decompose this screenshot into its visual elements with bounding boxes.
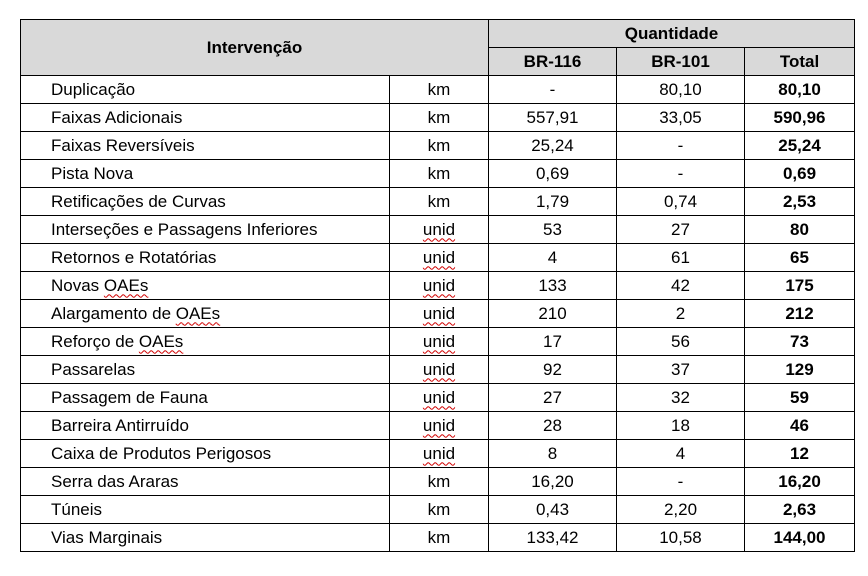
br116-value-text: 1,79 [535, 191, 570, 211]
total-value [745, 328, 855, 356]
unit-cell [390, 244, 489, 272]
intervention-name [21, 76, 390, 104]
br116-value [489, 356, 617, 384]
total-value [745, 188, 855, 216]
br101-value-text: 2 [675, 303, 686, 323]
unit-cell-text: unid [422, 359, 456, 379]
br116-value [489, 300, 617, 328]
table-row [21, 300, 855, 328]
table-row [21, 216, 855, 244]
total-value-text: 25,24 [778, 135, 821, 155]
total-value [745, 76, 855, 104]
header-total: Total [745, 48, 855, 76]
intervention-name [21, 188, 390, 216]
intervention-name-text: Duplicação [51, 79, 136, 99]
total-value-text: 12 [790, 443, 809, 463]
br101-value-text: - [677, 471, 684, 491]
br116-value-text: 92 [543, 359, 562, 379]
br116-value [489, 328, 617, 356]
intervention-name-text: Reforço de OAEs [51, 331, 184, 351]
intervention-name-text: Passarelas [51, 359, 136, 379]
unit-cell-text: unid [422, 219, 456, 239]
total-value [745, 384, 855, 412]
br101-value-text: 56 [671, 331, 690, 351]
br116-value [489, 132, 617, 160]
br116-value-text: 0,69 [535, 163, 570, 183]
unit-cell-text: km [427, 163, 451, 183]
header-br101: BR-101 [617, 48, 745, 76]
intervention-name-text: Caixa de Produtos Perigosos [51, 443, 272, 463]
unit-cell [390, 496, 489, 524]
br101-value [617, 440, 745, 468]
total-value [745, 216, 855, 244]
br116-value-text: 27 [543, 387, 562, 407]
table-row [21, 244, 855, 272]
total-value [745, 272, 855, 300]
br101-value-text: 10,58 [659, 527, 702, 547]
br116-value-text: 0,43 [535, 499, 570, 519]
br101-value [617, 244, 745, 272]
unit-cell [390, 524, 489, 552]
total-value-text: 212 [785, 303, 814, 323]
total-value [745, 300, 855, 328]
intervention-name-text: Faixas Reversíveis [51, 135, 195, 155]
intervention-name [21, 524, 390, 552]
br101-value [617, 132, 745, 160]
br116-value-text: 133 [538, 275, 567, 295]
br101-value-text: 18 [671, 415, 690, 435]
table-body [21, 76, 855, 552]
br116-value [489, 468, 617, 496]
table-row [21, 356, 855, 384]
intervention-name-text: Interseções e Passagens Inferiores [51, 219, 318, 239]
br116-value-text: 8 [547, 443, 558, 463]
total-value [745, 104, 855, 132]
br101-value-text: 61 [671, 247, 690, 267]
br101-value-text: 2,20 [663, 499, 698, 519]
br101-value [617, 468, 745, 496]
header-quantidade: Quantidade [489, 20, 855, 48]
total-value [745, 524, 855, 552]
total-value-text: 80,10 [778, 79, 821, 99]
total-value [745, 356, 855, 384]
total-value-text: 80 [790, 219, 809, 239]
br116-value-text: 25,24 [531, 135, 574, 155]
br101-value-text: 0,74 [663, 191, 698, 211]
intervention-name [21, 496, 390, 524]
total-value-text: 16,20 [778, 471, 821, 491]
unit-cell-text: unid [422, 415, 456, 435]
br101-value-text: 32 [671, 387, 690, 407]
unit-cell-text: km [427, 471, 451, 491]
total-value-text: 2,53 [782, 191, 817, 211]
unit-cell [390, 300, 489, 328]
br116-value-text: 210 [538, 303, 567, 323]
br116-value-text: 53 [543, 219, 562, 239]
unit-cell-text: unid [422, 247, 456, 267]
intervention-name [21, 272, 390, 300]
unit-cell [390, 356, 489, 384]
intervention-name [21, 160, 390, 188]
total-value-text: 46 [790, 415, 809, 435]
br116-value [489, 188, 617, 216]
intervention-name [21, 440, 390, 468]
unit-cell [390, 328, 489, 356]
intervention-name [21, 356, 390, 384]
unit-cell-text: unid [422, 275, 456, 295]
total-value [745, 468, 855, 496]
unit-cell-text: km [427, 107, 451, 127]
unit-cell [390, 468, 489, 496]
table-row [21, 524, 855, 552]
total-value [745, 244, 855, 272]
intervention-name-text: Faixas Adicionais [51, 107, 183, 127]
intervention-name [21, 384, 390, 412]
intervention-name [21, 468, 390, 496]
unit-cell-text: unid [422, 303, 456, 323]
intervention-name-text: Novas OAEs [51, 275, 149, 295]
br116-value-text: 4 [547, 247, 558, 267]
intervention-name-text: Vias Marginais [51, 527, 163, 547]
unit-cell [390, 412, 489, 440]
br101-value [617, 412, 745, 440]
br101-value [617, 104, 745, 132]
br101-value [617, 524, 745, 552]
intervention-name [21, 244, 390, 272]
unit-cell-text: km [427, 79, 451, 99]
total-value-text: 2,63 [782, 499, 817, 519]
unit-cell-text: km [427, 499, 451, 519]
total-value-text: 175 [785, 275, 814, 295]
unit-cell [390, 188, 489, 216]
total-value-text: 144,00 [773, 527, 826, 547]
unit-cell-text: unid [422, 387, 456, 407]
intervention-name-text: Passagem de Fauna [51, 387, 208, 407]
br101-value [617, 216, 745, 244]
br101-value [617, 300, 745, 328]
table-row [21, 76, 855, 104]
br116-value-text: - [549, 79, 556, 99]
total-value [745, 496, 855, 524]
br101-value-text: - [677, 135, 684, 155]
unit-cell [390, 104, 489, 132]
unit-cell-text: km [427, 135, 451, 155]
br116-value-text: 133,42 [526, 527, 579, 547]
table-row [21, 384, 855, 412]
br116-value [489, 76, 617, 104]
unit-cell-text: unid [422, 331, 456, 351]
table-row [21, 188, 855, 216]
br101-value-text: 37 [671, 359, 690, 379]
br101-value [617, 76, 745, 104]
table-row [21, 496, 855, 524]
unit-cell [390, 160, 489, 188]
br116-value-text: 557,91 [526, 107, 579, 127]
intervention-name-text: Barreira Antirruído [51, 415, 189, 435]
br101-value [617, 356, 745, 384]
table-row [21, 440, 855, 468]
intervention-name [21, 132, 390, 160]
total-value [745, 440, 855, 468]
br101-value-text: 80,10 [659, 79, 702, 99]
total-value [745, 160, 855, 188]
br101-value-text: 33,05 [659, 107, 702, 127]
br101-value-text: 27 [671, 219, 690, 239]
unit-cell [390, 132, 489, 160]
header-br116: BR-116 [489, 48, 617, 76]
unit-cell [390, 384, 489, 412]
interventions-table [20, 19, 855, 552]
br116-value [489, 272, 617, 300]
intervention-name-text: Alargamento de OAEs [51, 303, 221, 323]
total-value [745, 412, 855, 440]
table-row [21, 412, 855, 440]
intervention-name-text: Retificações de Curvas [51, 191, 226, 211]
br116-value-text: 28 [543, 415, 562, 435]
br116-value-text: 16,20 [531, 471, 574, 491]
intervention-name-text: Pista Nova [51, 163, 134, 183]
unit-cell [390, 440, 489, 468]
br116-value [489, 104, 617, 132]
total-value-text: 59 [790, 387, 809, 407]
br101-value [617, 160, 745, 188]
header-row-top [21, 20, 855, 48]
table-row [21, 272, 855, 300]
table-row [21, 328, 855, 356]
unit-cell [390, 216, 489, 244]
br101-value-text: - [677, 163, 684, 183]
total-value-text: 0,69 [782, 163, 817, 183]
intervention-name-text: Serra das Araras [51, 471, 179, 491]
intervention-name [21, 300, 390, 328]
intervention-name [21, 328, 390, 356]
br101-value [617, 272, 745, 300]
br101-value [617, 188, 745, 216]
header-intervencao: Intervenção [21, 20, 489, 76]
unit-cell [390, 272, 489, 300]
br101-value-text: 4 [675, 443, 686, 463]
br116-value [489, 384, 617, 412]
total-value-text: 590,96 [773, 107, 826, 127]
intervention-name [21, 104, 390, 132]
unit-cell-text: km [427, 191, 451, 211]
table-row [21, 132, 855, 160]
br101-value [617, 496, 745, 524]
unit-cell-text: unid [422, 443, 456, 463]
br116-value [489, 412, 617, 440]
intervention-name [21, 412, 390, 440]
total-value-text: 73 [790, 331, 809, 351]
br116-value [489, 160, 617, 188]
br101-value-text: 42 [671, 275, 690, 295]
unit-cell-text: km [427, 527, 451, 547]
br116-value [489, 244, 617, 272]
br101-value [617, 384, 745, 412]
unit-cell [390, 76, 489, 104]
intervention-name-text: Retornos e Rotatórias [51, 247, 217, 267]
table-row [21, 468, 855, 496]
br101-value [617, 328, 745, 356]
total-value-text: 65 [790, 247, 809, 267]
br116-value-text: 17 [543, 331, 562, 351]
table-row [21, 104, 855, 132]
br116-value [489, 524, 617, 552]
total-value-text: 129 [785, 359, 814, 379]
br116-value [489, 496, 617, 524]
br116-value [489, 216, 617, 244]
intervention-name [21, 216, 390, 244]
intervention-name-text: Túneis [51, 499, 103, 519]
total-value [745, 132, 855, 160]
table-row [21, 160, 855, 188]
br116-value [489, 440, 617, 468]
